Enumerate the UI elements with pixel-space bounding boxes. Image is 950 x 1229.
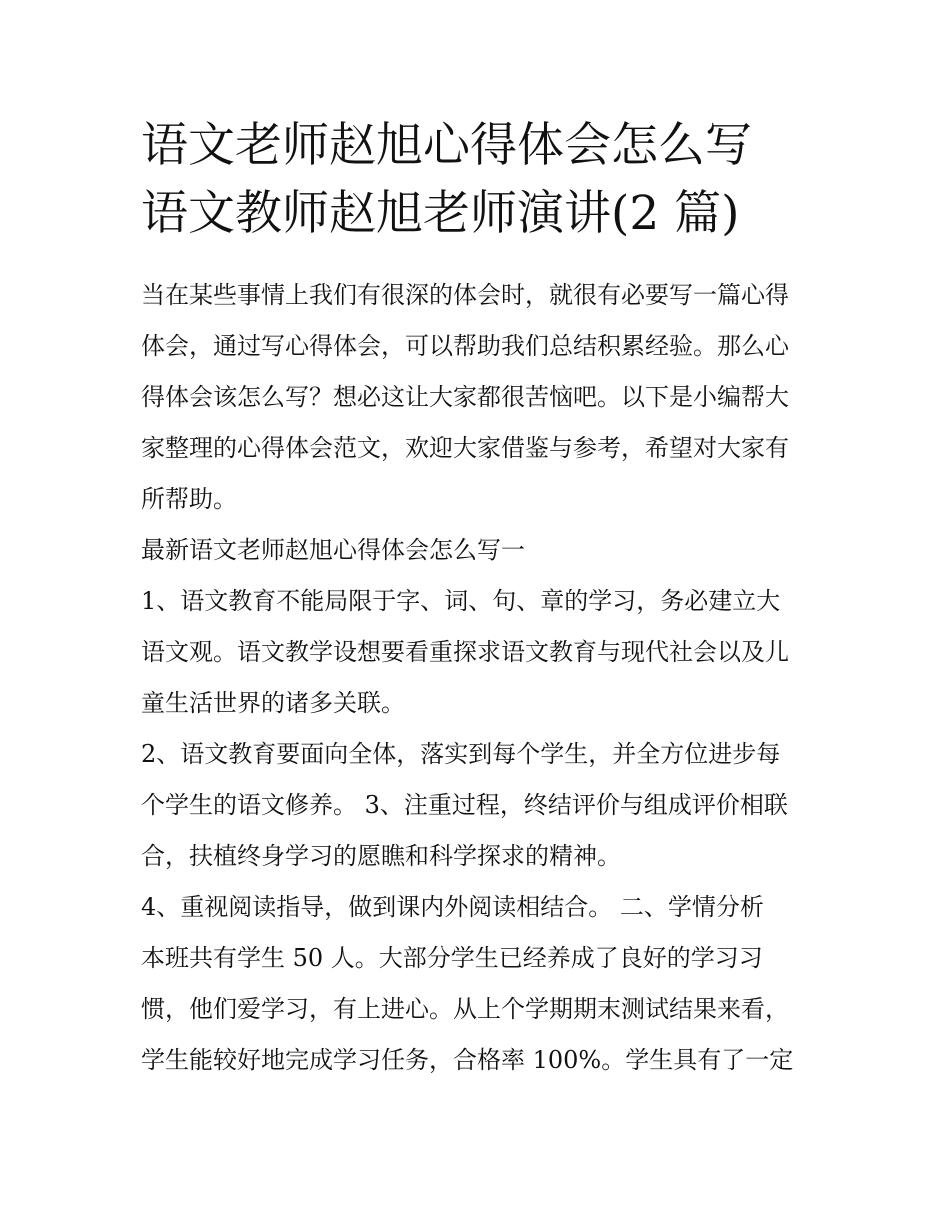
text-line: 体会，通过写心得体会，可以帮助我们总结积累经验。那么心	[141, 332, 789, 360]
text-line: 语文观。语文教学设想要看重探求语文教育与现代社会以及儿	[141, 638, 789, 666]
document-content	[141, 112, 821, 1086]
text-line: 1、语文教育不能局限于字、词、句、章的学习，务必建立大	[141, 587, 781, 615]
title-line-1: 语文老师赵旭心得体会怎么写	[141, 118, 752, 173]
text-line: 当在某些事情上我们有很深的体会时，就很有必要写一篇心得	[141, 281, 789, 309]
document-title	[141, 112, 821, 248]
item-2-paragraph	[141, 729, 821, 882]
section-heading	[141, 525, 821, 576]
text-line: 学生能较好地完成学习任务，合格率 100%。学生具有了一定	[141, 1046, 794, 1074]
text-line: 合，扶植终身学习的愿瞧和科学探求的精神。	[141, 842, 621, 870]
text-line: 惯，他们爱学习，有上进心。从上个学期期末测试结果来看，	[141, 995, 789, 1023]
item-1-paragraph	[141, 576, 821, 729]
text-line: 得体会该怎么写？想必这让大家都很苦恼吧。以下是小编帮大	[141, 383, 789, 411]
text-line: 家整理的心得体会范文，欢迎大家借鉴与参考，希望对大家有	[141, 434, 789, 462]
text-line: 童生活世界的诸多关联。	[141, 689, 405, 717]
text-line: 个学生的语文修养。 3、注重过程，终结评价与组成评价相联	[141, 791, 788, 819]
text-line: 本班共有学生 50 人。大部分学生已经养成了良好的学习习	[141, 944, 763, 972]
text-line: 4、重视阅读指导，做到课内外阅读相结合。 二、学情分析	[141, 893, 764, 921]
text-line: 2、语文教育要面向全体，落实到每个学生，并全方位进步每	[141, 740, 781, 768]
intro-paragraph	[141, 270, 821, 525]
text-line: 所帮助。	[141, 485, 237, 513]
text-line: 最新语文老师赵旭心得体会怎么写一	[141, 536, 525, 564]
document-body	[141, 270, 821, 1086]
title-line-2: 语文教师赵旭老师演讲(2 篇)	[141, 186, 740, 241]
item-4-paragraph	[141, 882, 821, 1086]
